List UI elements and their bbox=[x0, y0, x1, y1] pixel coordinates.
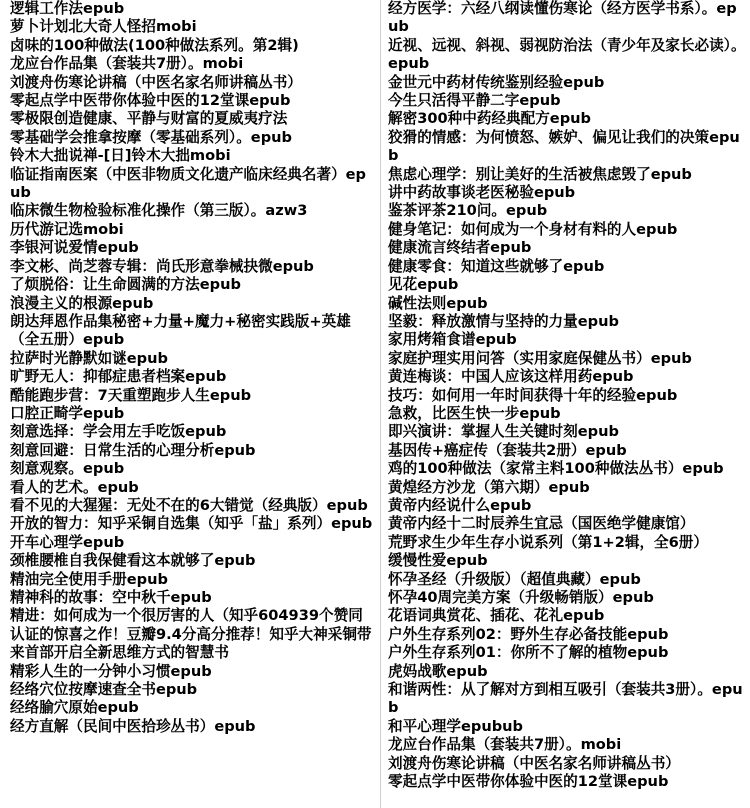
file-list-item[interactable]: 开车心理学epub bbox=[10, 533, 125, 551]
file-list-item[interactable]: 刘渡舟伤寒论讲稿（中医名家名师讲稿丛书） bbox=[10, 73, 302, 91]
file-list-item[interactable]: 急救，比医生快一步epub bbox=[388, 404, 561, 422]
file-list-item[interactable]: 见花epub bbox=[388, 276, 459, 294]
right-column bbox=[388, 0, 746, 791]
file-list-item[interactable]: 基因传+癌症传（套装共2册）epub bbox=[388, 441, 627, 459]
file-list-item[interactable]: 讲中药故事谈老医秘验epub bbox=[388, 184, 576, 202]
file-list-item[interactable]: 李文彬、尚芝蓉专辑：尚氏形意拳械抉微epub bbox=[10, 257, 314, 275]
file-list-item[interactable]: 临证指南医案（中医非物质文化遗产临床经典名著）epub bbox=[10, 165, 367, 202]
file-list-item[interactable]: 健康流言终结者epub bbox=[388, 239, 532, 257]
file-list-item[interactable]: 朗达拜恩作品集秘密+力量+魔力+秘密实践版+英雄（全五册）epub bbox=[10, 312, 351, 349]
file-list-item[interactable]: 历代游记选mobi bbox=[10, 220, 124, 238]
file-list-item[interactable]: 经方医学：六经八纲读懂伤寒论（经方医学书系）。epub bbox=[388, 0, 737, 36]
file-list-item[interactable]: 狡猾的情感：为何愤怒、嫉妒、偏见让我们的决策epub bbox=[388, 128, 740, 165]
file-list-item[interactable]: 黄帝内经说什么epub bbox=[388, 496, 532, 514]
file-list-item[interactable]: 看不见的大猩猩：无处不在的6大错觉（经典版）epub bbox=[10, 496, 368, 514]
file-list-item[interactable]: 龙应台作品集（套装共7册）。mobi bbox=[10, 55, 244, 73]
file-list-item[interactable]: 家庭护理实用问答（实用家庭保健丛书）epub bbox=[388, 349, 692, 367]
file-list-item[interactable]: 刻意观察。epub bbox=[10, 460, 125, 478]
file-list-item[interactable]: 精进：如何成为一个很厉害的人（知乎604939个赞同认证的惊喜之作！豆瓣9.4分高分推荐！知乎大神采铜带来首部开启全新思维方式的智慧书 bbox=[10, 607, 372, 662]
file-list-item[interactable]: 焦虑心理学：别让美好的生活被焦虑毁了epub bbox=[388, 165, 692, 183]
file-list-item[interactable]: 萝卜计划北大奇人怪招mobi bbox=[10, 18, 197, 36]
file-list-item[interactable]: 精神科的故事：空中秋千epub bbox=[10, 589, 212, 606]
file-list-item[interactable]: 户外生存系列02：野外生存必备技能epub bbox=[388, 625, 669, 643]
file-list-item[interactable]: 经络腧穴原始epub bbox=[10, 699, 139, 717]
file-list-item[interactable]: 龙应台作品集（套装共7册）。mobi bbox=[388, 736, 622, 754]
file-list-item[interactable]: 今生只活得平静二字epub bbox=[388, 92, 561, 110]
file-list-item[interactable]: 怀孕圣经（升级版）（超值典藏）epub bbox=[388, 570, 641, 588]
file-list-item[interactable]: 健康零食：知道这些就够了epub bbox=[388, 257, 605, 275]
file-list-item[interactable]: 零起点学中医带你体验中医的12堂课epub bbox=[388, 773, 669, 791]
file-list-item[interactable]: 临床微生物检验标准化操作（第三版）。azw3 bbox=[10, 202, 308, 220]
file-list-item[interactable]: 解密300种中药经典配方epub bbox=[388, 110, 591, 128]
file-list-item[interactable]: 铃木大拙说禅-[日]铃木大拙mobi bbox=[10, 147, 231, 165]
file-list-item[interactable]: 零基础学会推拿按摩（零基础系列）。epub bbox=[10, 128, 292, 146]
file-list-item[interactable]: 黄帝内经十二时辰养生宜忌（国医绝学健康馆） bbox=[388, 515, 695, 533]
file-list-item[interactable]: 旷野无人：抑郁症患者档案epub bbox=[10, 368, 227, 386]
column-divider bbox=[380, 0, 381, 808]
file-list-item[interactable]: 刘渡舟伤寒论讲稿（中医名家名师讲稿丛书） bbox=[388, 754, 680, 772]
file-list-item[interactable]: 户外生存系列01：你所不了解的植物epub bbox=[388, 644, 669, 662]
file-list-item[interactable]: 缓慢性爱epub bbox=[388, 552, 488, 570]
file-list-item[interactable]: 怀孕40周完美方案（升级畅销版）epub bbox=[388, 589, 654, 606]
file-list-item[interactable]: 坚毅：释放激情与坚持的力量epub bbox=[388, 312, 619, 330]
file-list-item[interactable]: 颈椎腰椎自我保健看这本就够了epub bbox=[10, 552, 256, 570]
file-list-item[interactable]: 李银河说爱情epub bbox=[10, 239, 139, 257]
file-list-item[interactable]: 鉴茶评茶210问。epub bbox=[388, 202, 548, 220]
file-list-item[interactable]: 了烦脱俗：让生命圆满的方法epub bbox=[10, 276, 241, 294]
file-list-item[interactable]: 浪漫主义的根源epub bbox=[10, 294, 154, 312]
file-list-item[interactable]: 碱性法则epub bbox=[388, 294, 488, 312]
file-list-item[interactable]: 拉萨时光静默如谜epub bbox=[10, 349, 168, 367]
file-list-item[interactable]: 口腔正畸学epub bbox=[10, 404, 125, 422]
file-list-item[interactable]: 近视、远视、斜视、弱视防治法（青少年及家长必读）。epub bbox=[388, 36, 746, 73]
file-list-item[interactable]: 黄煌经方沙龙（第六期）epub bbox=[388, 478, 590, 496]
file-list-item[interactable]: 精彩人生的一分钟小习惯epub bbox=[10, 662, 212, 680]
file-list-item[interactable]: 酷能跑步营：7天重塑跑步人生epub bbox=[10, 386, 252, 404]
file-list-item[interactable]: 和平心理学epubub bbox=[388, 717, 523, 735]
file-list-item[interactable]: 鸡的100种做法（家常主料100种做法丛书）epub bbox=[388, 460, 724, 478]
left-column bbox=[10, 0, 375, 736]
file-list-item[interactable]: 虎妈战歌epub bbox=[388, 662, 488, 680]
file-list-item[interactable]: 花语词典赏花、插花、花礼epub bbox=[388, 607, 605, 625]
file-list-item[interactable]: 经络穴位按摩速查全书epub bbox=[10, 681, 198, 699]
file-list-item[interactable]: 家用烤箱食谱epub bbox=[388, 331, 517, 349]
file-list-item[interactable]: 经方直解（民间中医拾珍丛书）epub bbox=[10, 717, 256, 735]
file-list-item[interactable]: 和谐两性：从了解对方到相互吸引（套装共3册）。epub bbox=[388, 681, 743, 717]
file-list-item[interactable]: 零起点学中医带你体验中医的12堂课epub bbox=[10, 92, 291, 110]
file-list-item[interactable]: 看人的艺术。epub bbox=[10, 478, 139, 496]
file-list-item[interactable]: 刻意回避：日常生活的心理分析epub bbox=[10, 441, 256, 459]
file-list-item[interactable]: 黄连梅谈：中国人应该这样用药epub bbox=[388, 368, 634, 386]
file-list-item[interactable]: 技巧：如何用一年时间获得十年的经验epub bbox=[388, 386, 678, 404]
file-list-item[interactable]: 卤味的100种做法(100种做法系列。第2辑) bbox=[10, 36, 299, 54]
file-list-item[interactable]: 健身笔记：如何成为一个身材有料的人epub bbox=[388, 220, 678, 238]
file-list-item[interactable]: 零极限创造健康、平静与财富的夏威夷疗法 bbox=[10, 110, 288, 128]
file-list-item[interactable]: 开放的智力：知乎采铜自选集（知乎「盐」系列）epub bbox=[10, 515, 373, 533]
file-list-item[interactable]: 荒野求生少年生存小说系列（第1+2辑，全6册） bbox=[388, 533, 708, 551]
file-list-item[interactable]: 逻辑工作法epub bbox=[10, 0, 125, 17]
file-list-item[interactable]: 金世元中药材传统鉴别经验epub bbox=[388, 73, 605, 91]
file-list-item[interactable]: 刻意选择：学会用左手吃饭epub bbox=[10, 423, 227, 441]
file-list-item[interactable]: 精油完全使用手册epub bbox=[10, 570, 168, 588]
file-list-item[interactable]: 即兴演讲：掌握人生关键时刻epub bbox=[388, 423, 619, 441]
